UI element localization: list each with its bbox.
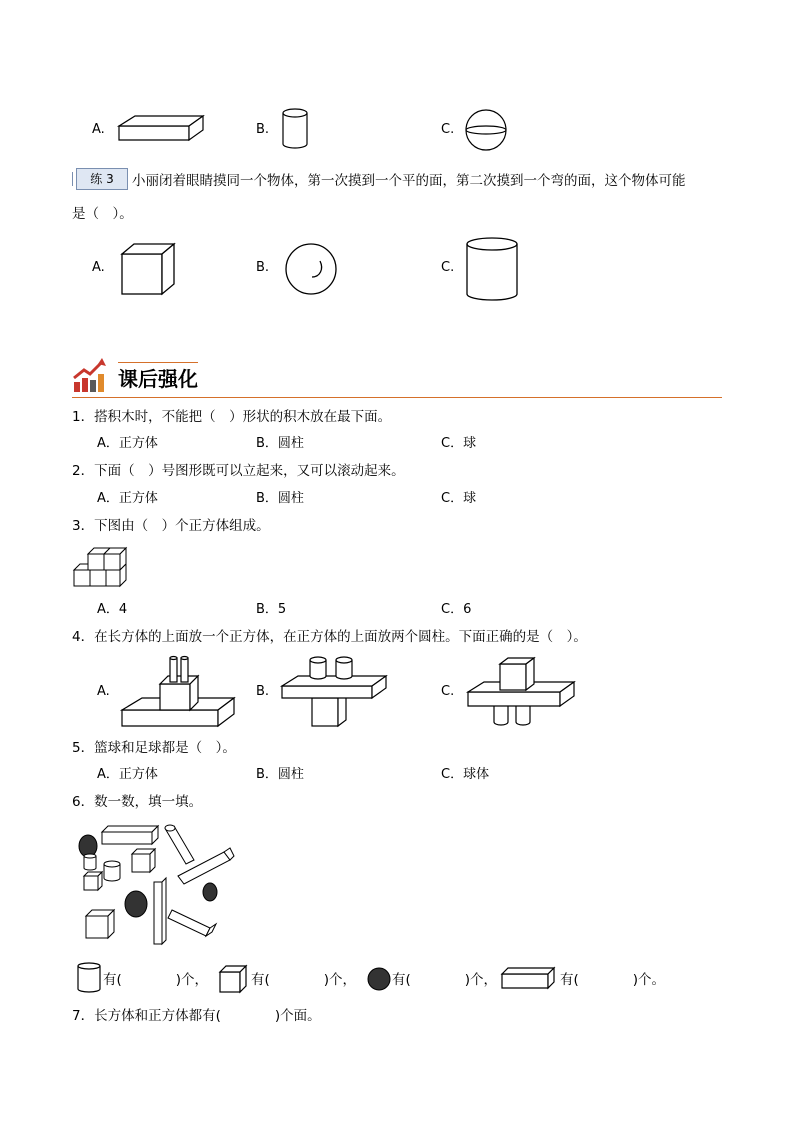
q3-option-a[interactable]: A．4	[97, 602, 128, 617]
prev-option-b-label[interactable]: B.	[256, 122, 270, 137]
ball-figure	[284, 243, 338, 295]
stack-option-a-figure	[120, 654, 236, 728]
q1-text: 1．搭积木时，不能把（ ）形状的积木放在最下面。	[72, 409, 392, 425]
q1-option-a[interactable]: A．正方体	[97, 436, 158, 451]
q4-option-a-label[interactable]: A.	[97, 684, 110, 699]
cube-figure	[120, 242, 180, 296]
mixed-solids-figure	[74, 820, 244, 950]
practice3-question-line1: 小丽闭着眼睛摸同一个物体，第一次摸到一个平的面，第二次摸到一个弯的面，这个物体可能	[132, 173, 686, 189]
q3-option-b[interactable]: B．5	[256, 602, 287, 617]
q7-text: 7．长方体和正方体都有( )个面。	[72, 1008, 321, 1024]
q5-option-c[interactable]: C．球体	[441, 767, 490, 782]
cube-count-blank[interactable]: 有( )个，	[251, 972, 357, 988]
q2-option-c[interactable]: C．球	[441, 491, 477, 506]
stack-option-b-figure	[280, 654, 390, 728]
q3-text: 3．下图由（ ）个正方体组成。	[72, 518, 270, 534]
practice3-option-c-label[interactable]: C.	[441, 260, 455, 275]
cylinder-small-figure	[280, 108, 310, 150]
practice3-question-line2: 是（ ）。	[72, 206, 133, 222]
q2-option-b[interactable]: B．圆柱	[256, 491, 304, 506]
q1-option-b[interactable]: B．圆柱	[256, 436, 304, 451]
prev-option-a-label[interactable]: A.	[92, 122, 105, 137]
sphere-figure	[464, 108, 508, 152]
q2-text: 2．下面（ ）号图形既可以立起来，又可以滚动起来。	[72, 463, 405, 479]
stacked-cubes-figure	[72, 544, 128, 590]
q4-text: 4．在长方体的上面放一个正方体，在正方体的上面放两个圆柱。下面正确的是（ ）。	[72, 629, 587, 645]
practice-badge: 练 3	[76, 168, 128, 190]
cube-count-icon	[218, 964, 248, 994]
chart-growth-icon	[72, 358, 108, 394]
section-title: 课后强化	[118, 367, 198, 391]
cylinder-large-figure	[464, 236, 520, 302]
cuboid-flat-figure	[117, 112, 207, 144]
cuboid-count-blank[interactable]: 有( )个。	[560, 972, 666, 988]
q6-text: 6．数一数，填一填。	[72, 794, 203, 810]
q4-option-b-label[interactable]: B.	[256, 684, 270, 699]
practice3-option-b-label[interactable]: B.	[256, 260, 270, 275]
cuboid-count-icon	[500, 966, 556, 990]
q5-option-b[interactable]: B．圆柱	[256, 767, 304, 782]
section-top-line	[118, 362, 198, 363]
q5-option-a[interactable]: A．正方体	[97, 767, 158, 782]
q2-option-a[interactable]: A．正方体	[97, 491, 158, 506]
q1-option-c[interactable]: C．球	[441, 436, 477, 451]
prev-option-c-label[interactable]: C.	[441, 122, 455, 137]
practice3-option-a-label[interactable]: A.	[92, 260, 105, 275]
stack-option-c-figure	[466, 654, 578, 728]
cylinder-count-icon	[76, 962, 102, 994]
q3-option-c[interactable]: C．6	[441, 602, 472, 617]
section-divider	[72, 397, 722, 398]
cylinder-count-blank[interactable]: 有( )个，	[103, 972, 209, 988]
q5-text: 5．篮球和足球都是（ ）。	[72, 740, 236, 756]
ball-count-blank[interactable]: 有( )个，	[392, 972, 498, 988]
q4-option-c-label[interactable]: C.	[441, 684, 455, 699]
ball-count-icon	[366, 966, 392, 992]
